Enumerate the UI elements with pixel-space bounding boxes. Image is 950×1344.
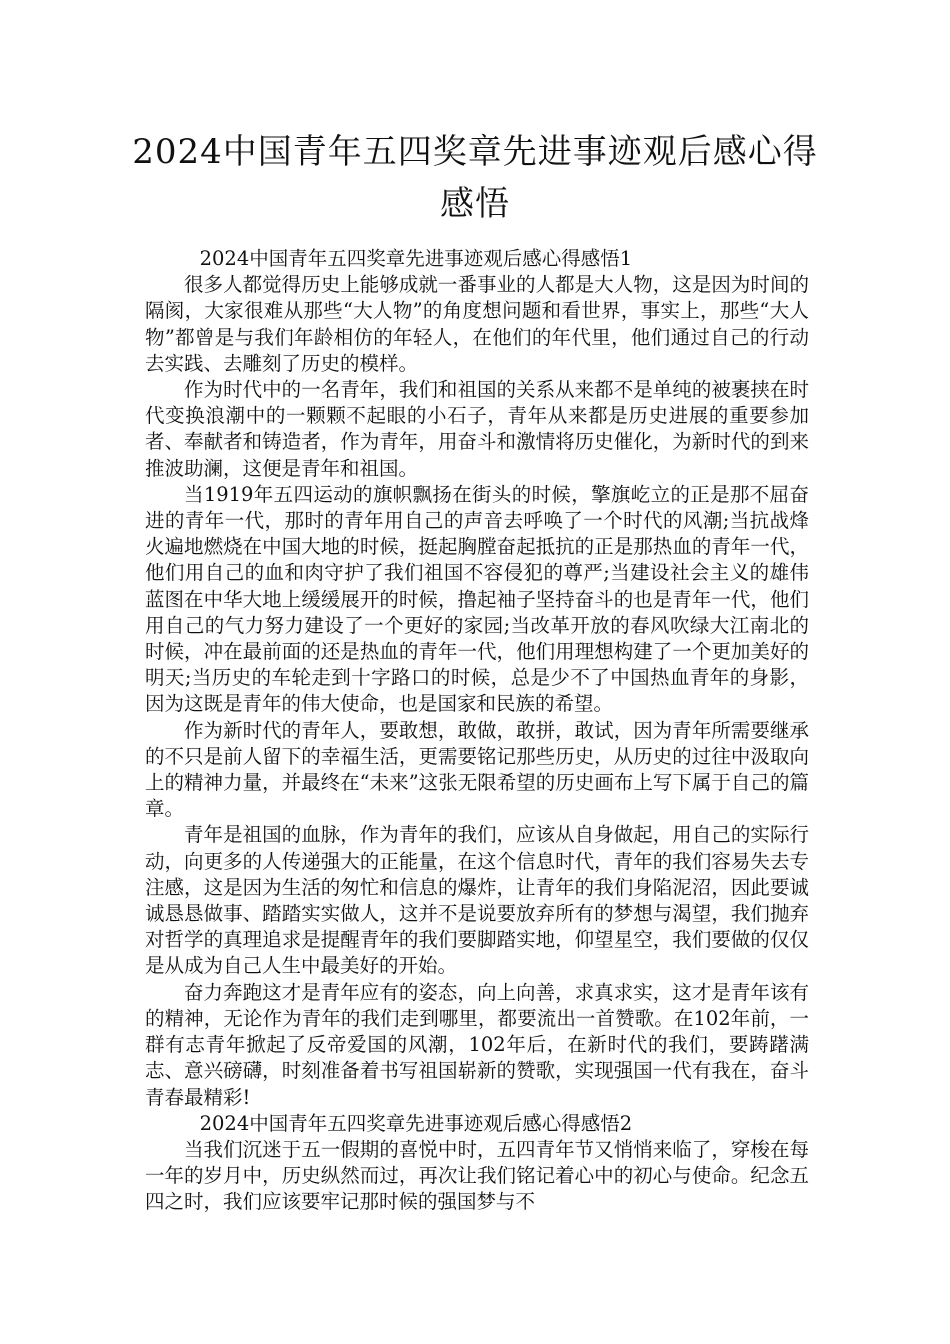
paragraph: 青年是祖国的血脉，作为青年的我们，应该从自身做起，用自己的实际行动，向更多的人传递强大的正能量，在这个信息时代，青年的我们容易失去专注感，这是因为生活的匆忙和信息的爆炸，让青年的我们身陷泥沼，因此要诚诚恳恳做事、踏踏实实做人，这并不是说要放弃所有的梦想与渴望，我们抛弃对哲学的真理追求是提醒青年的我们要脚踏实地，仰望星空，我们要做的仅仅是从成为自己人生中最美好的开始。 — [145, 823, 809, 978]
paragraph: 当1919年五四运动的旗帜飘扬在街头的时候，擎旗屹立的正是那不屈奋进的青年一代，那时的青年用自己的声音去呼唤了一个时代的风潮;当抗战烽火遍地燃烧在中国大地的时候，挺起胸膛奋起抵抗的正是那热血的青年一代，他们用自己的血和肉守护了我们祖国不容侵犯的尊严;当建设社会主义的雄伟蓝图在中华大地上缓缓展开的时候，撸起袖子坚持奋斗的也是青年一代，他们用自己的气力努力建设了一个更好的家园;当改革开放的春风吹绿大江南北的时候，冲在最前面的还是热血的青年一代，他们用理想构建了一个更加美好的明天;当历史的车轮走到十字路口的时候，总是少不了中国热血青年的身影，因为这既是青年的伟大使命，也是国家和民族的希望。 — [145, 482, 809, 716]
section-heading-2: 2024中国青年五四奖章先进事迹观后感心得感悟2 — [199, 1111, 633, 1135]
paragraph: 很多人都觉得历史上能够成就一番事业的人都是大人物，这是因为时间的隔阂，大家很难从那些“大人物”的角度想问题和看世界，事实上，那些“大人物”都曾是与我们年龄相仿的年轻人，在他们的年代里，他们通过自己的行动去实践、去雕刻了历史的模样。 — [145, 273, 809, 375]
paragraph: 奋力奔跑这才是青年应有的姿态，向上向善，求真求实，这才是青年该有的精神，无论作为青年的我们走到哪里，都要流出一首赞歌。在102年前，一群有志青年掀起了反帝爱国的风潮，102年后，在新时代的我们，要踌躇满志、意兴磅礴，时刻准备着书写祖国崭新的赞歌，实现强国一代有我在，奋斗青春最精彩! — [145, 980, 809, 1109]
document-body — [145, 246, 809, 1216]
paragraph: 当我们沉迷于五一假期的喜悦中时，五四青年节又悄悄来临了，穿梭在每一年的岁月中，历史纵然而过，再次让我们铭记着心中的初心与使命。纪念五四之时，我们应该要牢记那时候的强国梦与不 — [145, 1137, 809, 1214]
paragraph: 作为时代中的一名青年，我们和祖国的关系从来都不是单纯的被裹挟在时代变换浪潮中的一颗颗不起眼的小石子，青年从来都是历史进展的重要参加者、奉献者和铸造者，作为青年，用奋斗和激情将历史催化，为新时代的到来推波助澜，这便是青年和祖国。 — [145, 378, 809, 480]
document-title: 2024中国青年五四奖章先进事迹观后感心得感悟 — [132, 132, 818, 224]
paragraph: 作为新时代的青年人，要敢想，敢做，敢拼，敢试，因为青年所需要继承的不只是前人留下的幸福生活，更需要铭记那些历史，从历史的过往中汲取向上的精神力量，并最终在“未来”这张无限希望的历史画布上写下属于自己的篇章。 — [145, 718, 809, 821]
section-heading-1: 2024中国青年五四奖章先进事迹观后感心得感悟1 — [199, 247, 633, 270]
